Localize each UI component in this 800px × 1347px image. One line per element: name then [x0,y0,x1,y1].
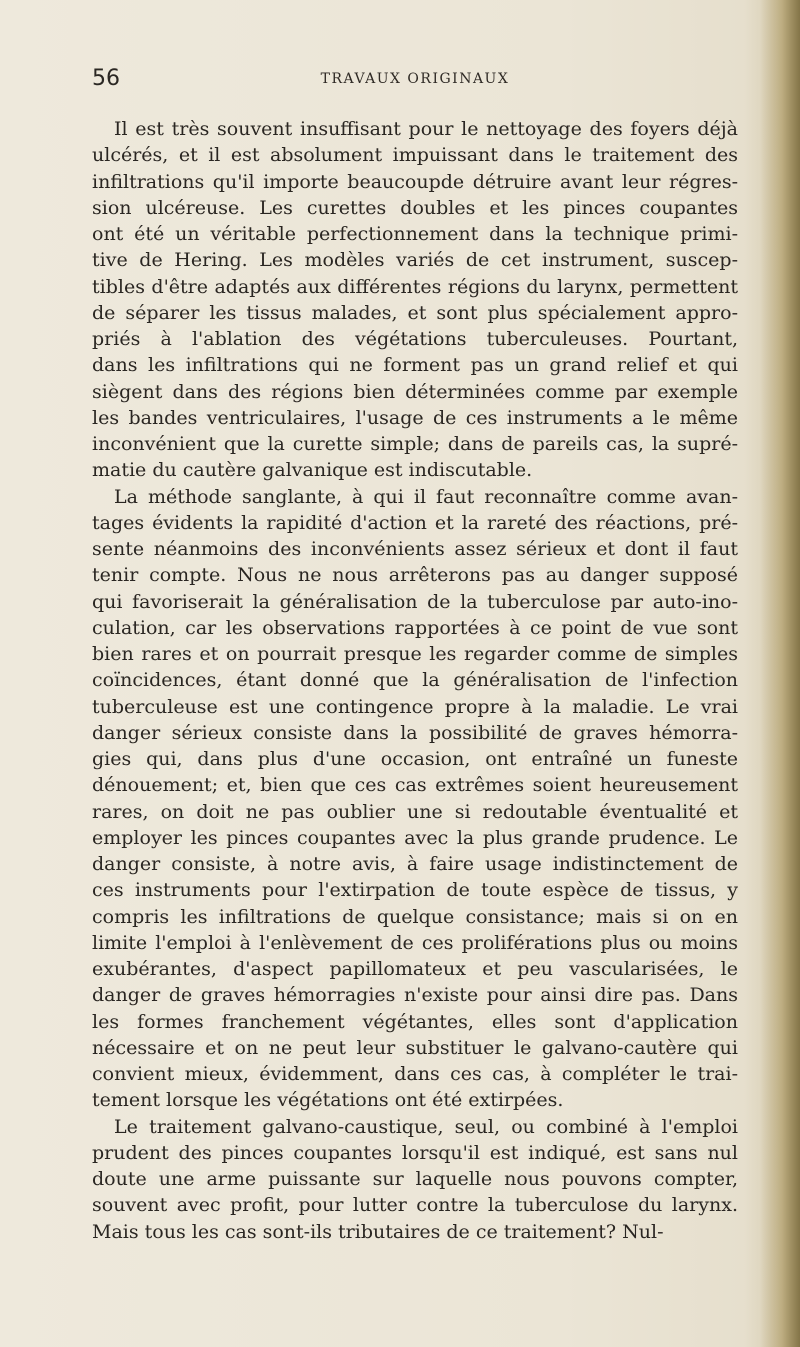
text-line: tenir compte. Nous ne nous arrêterons pas au danger supposé [92,564,738,587]
text-line: sente néanmoins des inconvénients assez sérieux et dont il faut [92,538,738,560]
text-line: gies qui, dans plus d'une occasion, ont entraîné un funeste [92,748,738,770]
text-line: ulcérés, et il est absolument impuissant dans le traitement des [92,144,738,167]
text-line: ces instruments pour l'extirpation de toute espèce de tissus, y [92,879,738,902]
paragraph [92,116,738,484]
text-line: nécessaire et on ne peut leur substituer le galvano-cautère qui [92,1036,738,1059]
body-text [92,116,738,1245]
text-line: ont été un véritable perfectionnement dans la technique primi- [92,223,738,245]
text-line: souvent avec profit, pour lutter contre la tuberculose du larynx. [92,1194,738,1217]
text-line: danger de graves hémorragies n'existe pour ainsi dire pas. Dans [92,984,738,1007]
text-line: siègent dans des régions bien déterminées comme par exemple [92,380,738,403]
text-line: danger consiste, à notre avis, à faire usage indistinctement de [92,853,738,875]
text-line: convient mieux, évidemment, dans ces cas, à compléter le trai- [92,1063,738,1085]
text-line: matie du cautère galvanique est indiscutable. [92,459,533,482]
text-line: coïncidences, étant donné que la généralisation de l'infection [92,669,738,692]
text-line: limite l'emploi à l'enlèvement de ces proliférations plus ou moins [92,931,738,954]
page-binding-edge [760,0,800,1347]
text-line: bien rares et on pourrait presque les regarder comme de simples [92,643,738,665]
page-header [92,66,738,94]
text-line: tement lorsque les végétations ont été extirpées. [92,1089,564,1112]
text-line: dénouement; et, bien que ces cas extrêmes soient heureusement [92,774,738,797]
text-line: qui favoriserait la généralisation de la tuberculose par auto-ino- [92,590,738,613]
text-line: La méthode sanglante, à qui il faut reconnaître comme avan- [114,485,738,508]
text-line: Mais tous les cas sont-ils tributaires de ce traitement? Nul- [92,1220,664,1243]
text-line: tibles d'être adaptés aux différentes régions du larynx, permettent [92,275,738,298]
text-line: employer les pinces coupantes avec la plus grande prudence. Le [92,826,738,849]
text-line: de séparer les tissus malades, et sont plus spécialement appro- [92,301,738,324]
text-line: dans les infiltrations qui ne forment pas un grand relief et qui [92,354,738,377]
text-line: infiltrations qu'il importe beaucoupde détruire avant leur régres- [92,170,738,193]
text-line: tive de Hering. Les modèles variés de cet instrument, suscep- [92,249,738,272]
text-line: rares, on doit ne pas oublier une si redoutable éventualité et [92,800,738,823]
text-line: culation, car les observations rapportées à ce point de vue sont [92,616,738,639]
text-line: exubérantes, d'aspect papillomateux et peu vascularisées, le [92,958,738,980]
text-line: les formes franchement végétantes, elles sont d'application [92,1010,738,1033]
text-line: doute une arme puissante sur laquelle nous pouvons compter, [92,1168,738,1190]
page-number: 56 [92,66,120,91]
running-head: TRAVAUX ORIGINAUX [320,71,510,87]
text-line: priés à l'ablation des végétations tuberculeuses. Pourtant, [92,328,738,350]
text-line: Il est très souvent insuffisant pour le nettoyage des foyers déjà [114,118,738,140]
text-line: tages évidents la rapidité d'action et la rareté des réactions, pré- [92,511,738,534]
text-line: inconvénient que la curette simple; dans de pareils cas, la supré- [92,433,738,455]
text-line: sion ulcéreuse. Les curettes doubles et les pinces coupantes [92,196,738,219]
paragraph [92,484,738,1114]
text-line: danger sérieux consiste dans la possibilité de graves hémorra- [92,721,738,744]
text-line: Le traitement galvano-caustique, seul, ou combiné à l'emploi [114,1115,738,1138]
paragraph [92,1114,738,1245]
text-line: les bandes ventriculaires, l'usage de ces instruments a le même [92,406,738,429]
text-line: tuberculeuse est une contingence propre à la maladie. Le vrai [92,695,738,718]
text-line: compris les infiltrations de quelque consistance; mais si on en [92,905,738,928]
text-line: prudent des pinces coupantes lorsqu'il est indiqué, est sans nul [92,1141,738,1164]
